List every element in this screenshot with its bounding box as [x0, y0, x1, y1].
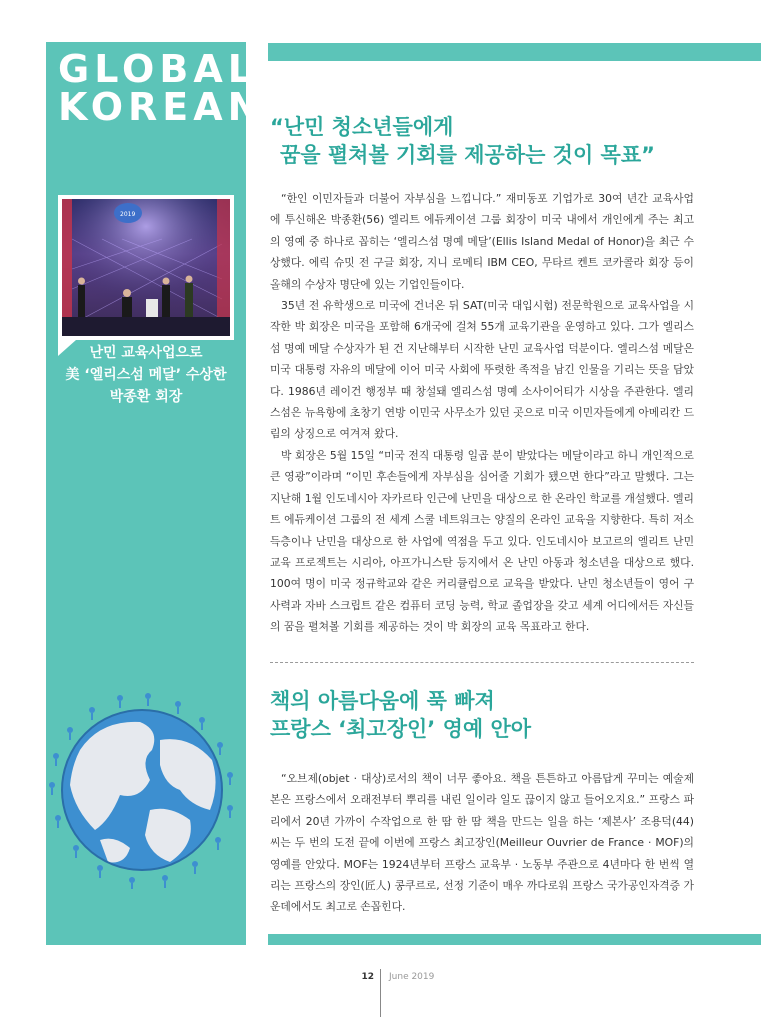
bottom-accent-bar: [268, 934, 761, 945]
award-ceremony-illustration: [62, 199, 230, 336]
article-divider: [270, 662, 694, 663]
article-2-headline: [270, 687, 710, 743]
issue-date: June 2019: [389, 972, 435, 982]
article-1-paragraph: 35년 전 유학생으로 미국에 건너온 뒤 SAT(미국 대입시험) 전문학원으로 교육사업을 시작한 박 회장은 미국을 포함해 6개국에 걸쳐 55개 교육기관을 운영하고 있다. 그가 엘리스섬 명예 메달 수상자가 된 건 지난해부터 시작한 난민 교육사업 덕분이다. 엘리스섬 메달은 미국 대통령 자유의 메달에 이어 미국 사회에 뚜렷한 족적을 남긴 인물을 기리는 뜻을 담았다. 1986년 레이건 행정부 때 창설돼 엘리스섬 명예 소사이어티가 시상을 주관한다. 엘리스섬은 뉴욕항에 초창기 연방 이민국 사무소가 있던 곳으로 미국 이민자들에게 아메리칸 드림의 상징으로 여겨져 왔다.: [270, 299, 694, 441]
article-1-title-line-2: 꿈을 펼쳐볼 기회를 제공하는 것이 목표”: [280, 143, 655, 167]
award-photo-frame: [58, 195, 234, 340]
section-brand: [58, 47, 265, 129]
article-2-body: [270, 768, 694, 918]
top-accent-bar: [268, 43, 761, 61]
globe-illustration: [40, 690, 250, 890]
article-1-paragraph: 박 회장은 5월 15일 “미국 전직 대통령 일곱 분이 받았다는 메달이라고 하니 개인적으로 큰 영광”이라며 “이민 후손들에게 자부심을 심어줄 기회가 됐으면 한다”라고 말했다. 그는 지난해 1월 인도네시아 자카르타 인근에 난민을 대상으로 한 온라인 학교를 개설했다. 엘리트 에듀케이션 그룹의 전 세계 스쿨 네트워크는 양질의 온라인 교육을 지향한다. 특히 저소득층이나 난민을 대상으로 한 사업에 역점을 두고 있다. 인도네시아 보고르의 엘리트 난민교육 프로젝트는 시리아, 아프가니스탄 등지에서 온 난민 아동과 청소년을 대상으로 했다. 100여 명이 미국 정규학교와 같은 커리큘럼으로 교육을 받았다. 난민 청소년들이 영어 구사력과 자바 스크립트 같은 컴퓨터 코딩 능력, 학교 졸업장을 갖고 세계 어디에서든 자신들의 꿈을 펼쳐볼 기회를 제공하는 것이 박 회장의 교육 목표라고 한다.: [270, 448, 694, 634]
page-number: 12: [361, 972, 374, 982]
article-1-paragraph: “한인 이민자들과 더불어 자부심을 느낍니다.” 재미동포 기업가로 30여 년간 교육사업에 투신해온 박종환(56) 엘리트 에듀케이션 그룹 회장이 미국 내에서 개인에게 주는 최고의 영예 중 하나로 꼽히는 ‘엘리스섬 명예 메달’(Ellis Island Medal of Honor)을 최근 수상했다. 에릭 슈밋 전 구글 회장, 지니 로메티 IBM CEO, 무타르 켄트 코카콜라 회장 등이 올해의 수상자 명단에 있는 기업인들이다.: [270, 192, 694, 291]
article-2-title-line-1: 책의 아름다움에 푹 빠져: [270, 689, 495, 713]
photo-caption: [46, 342, 246, 408]
svg-text:2019: 2019: [120, 211, 136, 218]
article-1-body: [270, 188, 694, 638]
article-1-title-line-1: “난민 청소년들에게: [270, 115, 454, 139]
article-1-headline: [270, 113, 710, 169]
caption-line-3: 박종환 회장: [109, 389, 183, 405]
article-2-title-line-2: 프랑스 ‘최고장인’ 영예 안아: [270, 717, 532, 741]
brand-line-2: KOREAN: [58, 85, 265, 129]
article-2-paragraph: “오브제(objet · 대상)로서의 책이 너무 좋아요. 책을 튼튼하고 아름답게 꾸미는 예술제본은 프랑스에서 오래전부터 뿌리를 내린 일이라 일도 끊이지 않고 들어오지요.” 프랑스 파리에서 20년 가까이 수작업으로 한 땀 한 땀 책을 만드는 일을 하는 ‘제본사’ 조용덕(44) 씨는 두 번의 도전 끝에 이번에 프랑스 최고장인(Meilleur Ouvrier de France · MOF)의 영예를 안았다. MOF는 1924년부터 프랑스 교육부 · 노동부 주관으로 4년마다 한 번씩 열리는 프랑스의 장인(匠人) 콩쿠르로, 선정 기준이 매우 까다로워 프랑스 국가공인자격증 가운데에서도 최고로 손꼽힌다.: [270, 772, 694, 914]
award-ceremony-photo: [62, 199, 230, 336]
brand-line-1: GLOBAL: [58, 47, 257, 91]
caption-line-2: 美 ‘엘리스섬 메달’ 수상한: [65, 367, 227, 383]
caption-line-1: 난민 교육사업으로: [89, 345, 203, 361]
footer-divider: [380, 969, 381, 1017]
